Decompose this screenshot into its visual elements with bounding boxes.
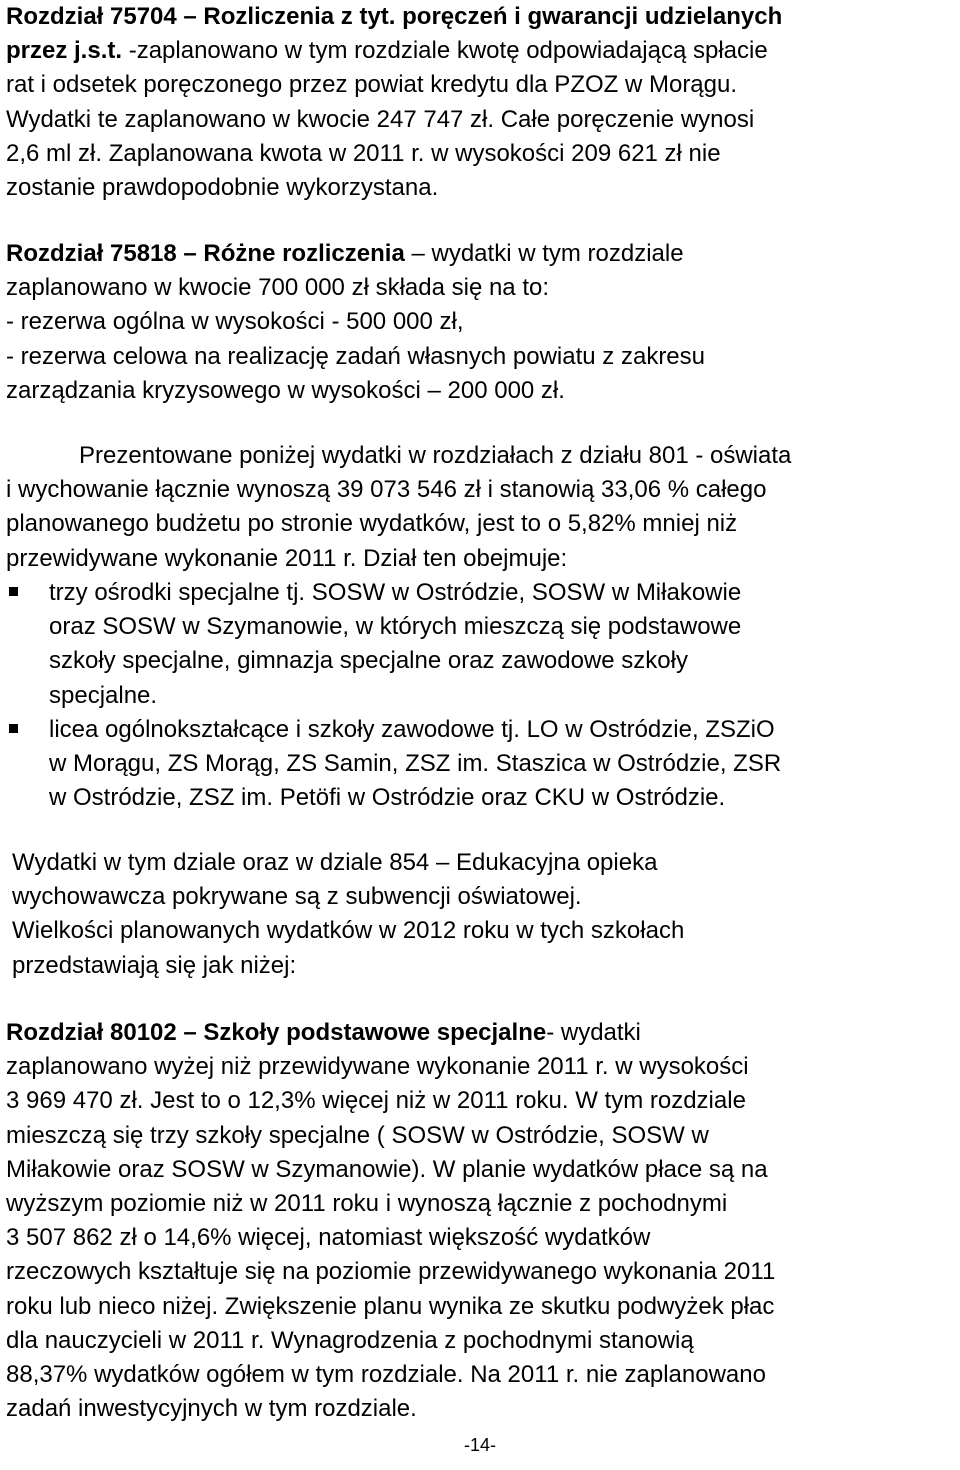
section-75704-line2 [6,34,956,68]
section-80102-line: 3 507 862 zł o 14,6% więcej, natomiast większość wydatków [6,1224,651,1252]
bullet-list [6,576,956,815]
section-75818-line5: zarządzania kryzysowego w wysokości – 200 000 zł. [6,376,565,404]
section-80102-line: Miłakowie oraz SOSW w Szymanowie). W planie wydatków płace są na [6,1155,768,1183]
section-75818-line1-text: – wydatki w tym rozdziale [404,240,684,267]
section-80102-heading: Rozdział 80102 – Szkoły podstawowe specjalne [6,1019,547,1046]
bullet-line: trzy ośrodki specjalne tj. SOSW w Ostródzie, SOSW w Miłakowie [49,579,742,606]
section-80102-line: 88,37% wydatków ogółem w tym rozdziale. Na 2011 r. nie zaplanowano [6,1361,766,1389]
section-801-line2: i wychowanie łącznie wynoszą 39 073 546 zł i stanowią 33,06 % całego [6,476,767,504]
bullet-line: oraz SOSW w Szymanowie, w których mieszczą się podstawowe [49,613,742,641]
section-80102-line: dla nauczycieli w 2011 r. Wynagrodzenia z pochodnymi stanowią [6,1326,694,1354]
square-bullet-icon [9,587,18,596]
section-75818-heading: Rozdział 75818 – Różne rozliczenia [6,240,405,267]
bullet-line: w Morągu, ZS Morąg, ZS Samin, ZSZ im. Staszica w Ostródzie, ZSR [49,750,782,778]
section-75704-heading-line1: Rozdział 75704 – Rozliczenia z tyt. poręczeń i gwarancji udzielanych [6,3,783,30]
section-75818-line2: zaplanowano w kwocie 700 000 zł składa się na to: [6,274,549,302]
section-80102-line: 3 969 470 zł. Jest to o 12,3% więcej niż w 2011 roku. W tym rozdziale [6,1087,746,1115]
section-801-intro [6,439,956,576]
section-75818-line3: - rezerwa ogólna w wysokości - 500 000 zł, [6,308,464,336]
section-75704-line5: 2,6 ml zł. Zaplanowana kwota w 2011 r. w wysokości 209 621 zł nie [6,139,721,167]
section-80102-line: roku lub nieco niżej. Zwiększenie planu wynika ze skutku podwyżek płac [6,1292,775,1320]
section-80102 [6,1016,956,1426]
bullet-line: specjalne. [49,681,158,709]
section-80102-line: wyższym poziomie niż w 2011 roku i wynoszą łącznie z pochodnymi [6,1190,728,1218]
section-75704-line2-text: -zaplanowano w tym rozdziale kwotę odpowiadającą spłacie [122,37,768,65]
bullet-line: w Ostródzie, ZSZ im. Petöfi w Ostródzie oraz CKU w Ostródzie. [49,784,726,812]
section-75818 [6,237,956,408]
subsidy-note-line1: Wydatki w tym dziale oraz w dziale 854 – Edukacyjna opieka [12,849,658,876]
subsidy-note-line2: wychowawcza pokrywane są z subwencji oświatowej. [12,883,582,911]
bullet-line: szkoły specjalne, gimnazja specjalne oraz zawodowe szkoły [49,647,688,675]
bullet-item [6,713,956,816]
section-801-line3: planowanego budżetu po stronie wydatków, jest to o 5,82% mniej niż [6,510,738,538]
section-80102-line1 [6,1016,956,1050]
section-75704-heading-line2: przez j.s.t. [6,37,123,65]
section-75704-line4: Wydatki te zaplanowano w kwocie 247 747 zł. Całe poręczenie wynosi [6,105,755,133]
section-75704-line3: rat i odsetek poręczonego przez powiat kredytu dla PZOZ w Morągu. [6,71,738,99]
section-80102-line: zadań inwestycyjnych w tym rozdziale. [6,1395,417,1423]
section-80102-line1-text: - wydatki [546,1019,641,1046]
section-75704 [6,0,956,205]
square-bullet-icon [9,724,18,733]
page-number: -14- [463,1435,496,1455]
bullet-line: licea ogólnokształcące i szkoły zawodowe tj. LO w Ostródzie, ZSZiO [49,715,775,743]
section-801-line1: Prezentowane poniżej wydatki w rozdziałach z działu 801 - oświata [79,442,792,469]
bullet-item [6,576,956,713]
section-80102-line: zaplanowano wyżej niż przewidywane wykonanie 2011 r. w wysokości [6,1053,749,1081]
subsidy-note [12,846,960,983]
subsidy-note-line3: Wielkości planowanych wydatków w 2012 roku w tych szkołach [12,917,685,945]
section-80102-line: mieszczą się trzy szkoły specjalne ( SOSW w Ostródzie, SOSW w [6,1121,709,1149]
section-801-line4: przewidywane wykonanie 2011 r. Dział ten obejmuje: [6,544,568,572]
section-75704-line6: zostanie prawdopodobnie wykorzystana. [6,174,439,202]
section-75818-line1 [6,237,956,271]
section-80102-line: rzeczowych kształtuje się na poziomie przewidywanego wykonania 2011 [6,1258,776,1286]
subsidy-note-line4: przedstawiają się jak niżej: [12,951,297,979]
section-75818-line4: - rezerwa celowa na realizację zadań własnych powiatu z zakresu [6,342,705,370]
